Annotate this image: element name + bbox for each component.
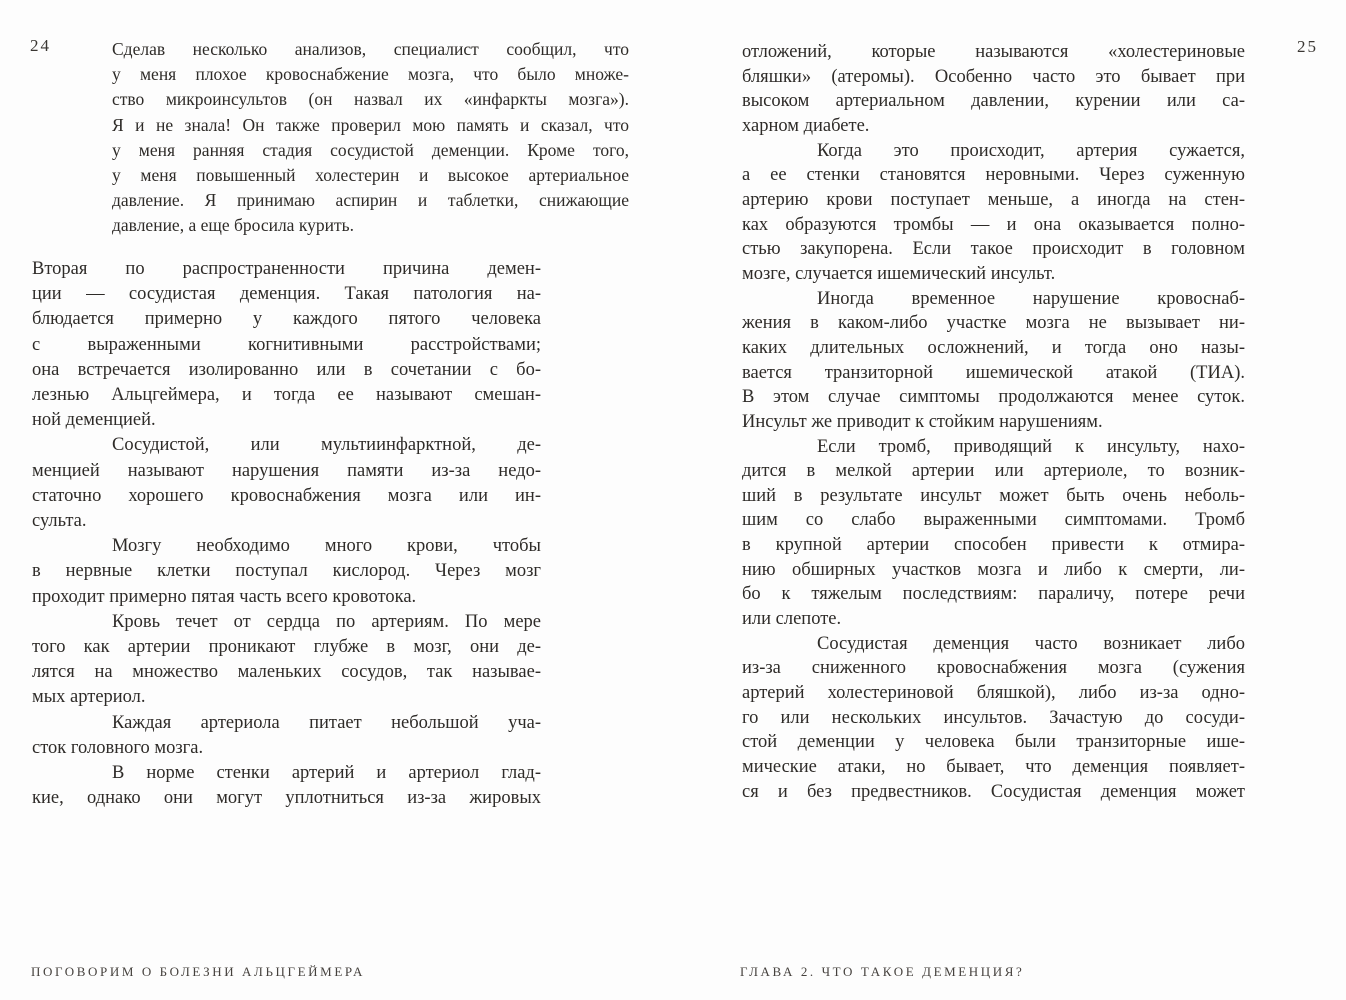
text-line: шим со слабо выраженными симптомами. Тромб: [742, 510, 1245, 531]
text-line: ной деменцией.: [32, 410, 156, 431]
text-line: отложений, которые называются «холестериновые: [742, 42, 1245, 62]
text-line: артерий холестериновой бляшкой), либо из-за одно-: [742, 683, 1245, 704]
text-line: каких длительных осложнений, и тогда оно назы-: [742, 337, 1245, 358]
paragraph: [32, 534, 541, 610]
paragraph: [742, 40, 1245, 139]
text-line: лятся на множество маленьких сосудов, так называе-: [32, 662, 541, 683]
text-line: у меня ранняя стадия сосудистой деменции. Кроме того,: [112, 139, 629, 160]
text-line: с выраженными когнитивными расстройствами;: [32, 334, 541, 355]
paragraph: [32, 761, 541, 811]
paragraph: [742, 435, 1245, 632]
text-line: ший в результате инсульт может быть очень неболь-: [742, 485, 1245, 506]
text-line: ся и без предвестников. Сосудистая деменция может: [742, 781, 1245, 802]
text-line: мозге, случается ишемический инсульт.: [742, 263, 1056, 284]
text-line: она встречается изолированно или в сочетании с бо-: [32, 359, 541, 380]
text-line: Когда это происходит, артерия сужается,: [817, 140, 1245, 161]
text-line: харном диабете.: [742, 115, 870, 136]
text-line: нию обширных участков мозга и либо к смерти, ли-: [742, 559, 1245, 580]
text-line: высоком артериальном давлении, курении или са-: [742, 91, 1245, 112]
text-line: жения в каком-либо участке мозга не вызывает ни-: [742, 313, 1245, 334]
running-footer-chapter-title: ГЛАВА 2. ЧТО ТАКОЕ ДЕМЕНЦИЯ?: [740, 964, 1025, 979]
text-line: Кровь течет от сердца по артериям. По мере: [112, 611, 541, 632]
paragraph: [112, 37, 629, 239]
text-line: го или нескольких инсультов. Зачастую до сосуди-: [742, 707, 1245, 728]
paragraph: [32, 610, 541, 711]
text-line: блюдается примерно у каждого пятого человека: [32, 309, 541, 330]
text-line: из-за сниженного кровоснабжения мозга (сужения: [742, 658, 1245, 679]
text-line: у меня повышенный холестерин и высокое артериальное: [112, 165, 629, 186]
body-text-right: [742, 40, 1245, 804]
text-line: менцией называют нарушения памяти из-за недо-: [32, 460, 541, 481]
paragraph: [32, 433, 541, 534]
text-line: Я и не знала! Он также проверил мою память и сказал, что: [112, 114, 629, 135]
paragraph: [742, 139, 1245, 287]
text-line: а ее стенки становятся неровными. Через суженную: [742, 165, 1245, 186]
text-line: В норме стенки артерий и артериол глад-: [112, 763, 541, 784]
text-line: или слепоте.: [742, 609, 842, 630]
text-line: В этом случае симптомы продолжаются менее суток.: [742, 387, 1245, 408]
text-line: Если тромб, приводящий к инсульту, нахо-: [817, 436, 1245, 457]
text-line: кие, однако они могут уплотниться из-за жировых: [32, 788, 541, 809]
text-line: Мозгу необходимо много крови, чтобы: [112, 536, 541, 557]
text-line: ках образуются тромбы — и она оказывается полно-: [742, 214, 1245, 235]
text-line: у меня плохое кровоснабжение мозга, что было множе-: [112, 64, 629, 85]
body-text-left: [32, 257, 541, 811]
text-line: Вторая по распространенности причина демен-: [32, 259, 541, 279]
text-line: Каждая артериола питает небольшой уча-: [112, 712, 541, 733]
text-line: в крупной артерии способен привести к отмира-: [742, 535, 1245, 556]
text-line: того как артерии проникают глубже в мозг, они де-: [32, 637, 541, 658]
text-line: лезнью Альцгеймера, и тогда ее называют смешан-: [32, 385, 541, 406]
text-line: мические атаки, но бывает, что деменция появляет-: [742, 757, 1245, 778]
running-footer-book-title: ПОГОВОРИМ О БОЛЕЗНИ АЛЬЦГЕЙМЕРА: [31, 964, 366, 979]
paragraph: [32, 257, 541, 433]
page-number-right: 25: [1297, 37, 1318, 56]
text-line: давление. Я принимаю аспирин и таблетки, снижающие: [112, 190, 629, 211]
text-line: давление, а еще бросила курить.: [112, 215, 354, 236]
paragraph: [742, 632, 1245, 805]
text-line: статочно хорошего кровоснабжения мозга или ин-: [32, 485, 541, 506]
text-line: сульта.: [32, 511, 87, 532]
text-line: в нервные клетки поступал кислород. Через мозг: [32, 561, 541, 582]
text-line: Инсульт же приводит к стойким нарушениям.: [742, 411, 1103, 432]
text-line: мых артериол.: [32, 687, 146, 708]
text-line: ство микроинсультов (он назвал их «инфаркты мозга»).: [112, 89, 629, 110]
text-line: ции — сосудистая деменция. Такая патология на-: [32, 284, 541, 305]
text-line: бляшки» (атеромы). Особенно часто это бывает при: [742, 66, 1245, 87]
text-line: артерию крови поступает меньше, а иногда на стен-: [742, 189, 1245, 210]
text-line: Сделав несколько анализов, специалист сообщил, что: [112, 39, 629, 59]
text-line: сток головного мозга.: [32, 737, 204, 758]
text-line: Сосудистой, или мультиинфарктной, де-: [112, 435, 541, 456]
patient-quote-block: [112, 37, 629, 239]
paragraph: [742, 287, 1245, 435]
text-line: проходит примерно пятая часть всего кровотока.: [32, 586, 417, 607]
paragraph: [32, 711, 541, 761]
text-line: дится в мелкой артерии или артериоле, то возник-: [742, 461, 1245, 482]
text-line: стью закупорена. Если такое происходит в головном: [742, 239, 1245, 260]
text-line: бо к тяжелым последствиям: параличу, потере речи: [742, 584, 1245, 605]
text-line: вается транзиторной ишемической атакой (ТИА).: [742, 362, 1245, 383]
text-line: Сосудистая деменция часто возникает либо: [817, 633, 1245, 654]
text-line: Иногда временное нарушение кровоснаб-: [817, 288, 1245, 309]
page-number-left: 24: [30, 36, 51, 55]
text-line: стой деменции у человека были транзиторные ише-: [742, 732, 1245, 753]
